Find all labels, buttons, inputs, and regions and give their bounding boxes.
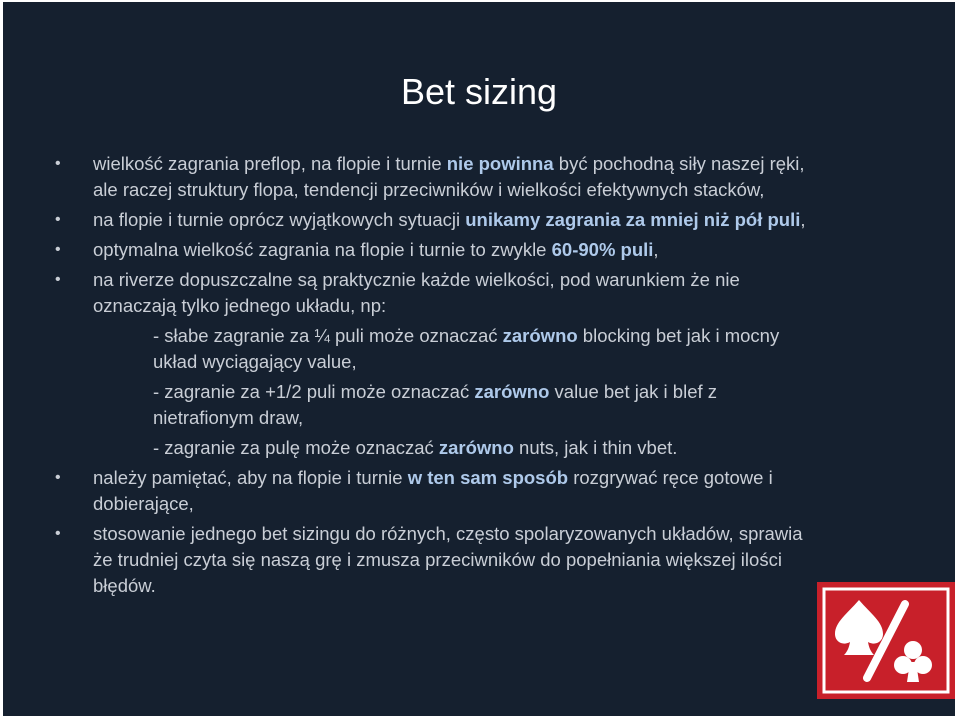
text-run: blocking bet jak i mocny układ wyciągający value, (153, 325, 780, 372)
highlighted-text: zarówno (438, 437, 514, 458)
slide (3, 2, 955, 716)
text-run: , (800, 209, 806, 230)
text-run: należy pamiętać, aby na flopie i turnie (93, 467, 408, 488)
text-run: na riverze dopuszczalne są praktycznie każde wielkości, pod warunkiem że nie oznaczają tylko jednego układu, np: (93, 269, 740, 316)
bullet-item (55, 207, 815, 233)
sub-item (55, 435, 815, 461)
highlighted-text: nie powinna (446, 153, 554, 174)
highlighted-text: 60-90% puli (551, 239, 654, 260)
text-run: stosowanie jednego bet sizingu do różnych, często spolaryzowanych układów, sprawia że trudniej czyta się naszą grę i zmusza przeciwników do popełniania większej ilości błędów. (93, 523, 803, 596)
bullet-item (55, 267, 815, 319)
text-run: na flopie i turnie oprócz wyjątkowych sytuacji (93, 209, 466, 230)
text-run: optymalna wielkość zagrania na flopie i turnie to zwykle (93, 239, 552, 260)
highlighted-text: zarówno (474, 381, 550, 402)
text-run: value bet jak i blef z nietrafionym draw, (153, 381, 718, 428)
text-run: - zagranie za pulę może oznaczać (153, 437, 439, 458)
text-run: być pochodną siły naszej ręki, ale raczej struktury flopa, tendencji przeciwników i wielkości efektywnych stacków, (93, 153, 805, 200)
text-run: wielkość zagrania preflop, na flopie i turnie (93, 153, 447, 174)
text-run: rozgrywać ręce gotowe i dobierające, (93, 467, 773, 514)
bullet-item (55, 521, 815, 599)
bullet-list (55, 151, 815, 603)
text-run: - zagranie za +1/2 puli może oznaczać (153, 381, 475, 402)
text-run: nuts, jak i thin vbet. (513, 437, 678, 458)
sub-item (55, 379, 815, 431)
text-run: , (653, 239, 659, 260)
slide-title: Bet sizing (400, 71, 558, 112)
bullet-item (55, 237, 815, 263)
text-run: - słabe zagranie za ¼ puli może oznaczać (153, 325, 503, 346)
spade-club-percent-logo-icon (817, 582, 955, 699)
highlighted-text: zarówno (502, 325, 578, 346)
highlighted-text: w ten sam sposób (407, 467, 569, 488)
bullet-item (55, 465, 815, 517)
bullet-item (55, 151, 815, 203)
sub-item (55, 323, 815, 375)
highlighted-text: unikamy zagrania za mniej niż pół puli (465, 209, 801, 230)
